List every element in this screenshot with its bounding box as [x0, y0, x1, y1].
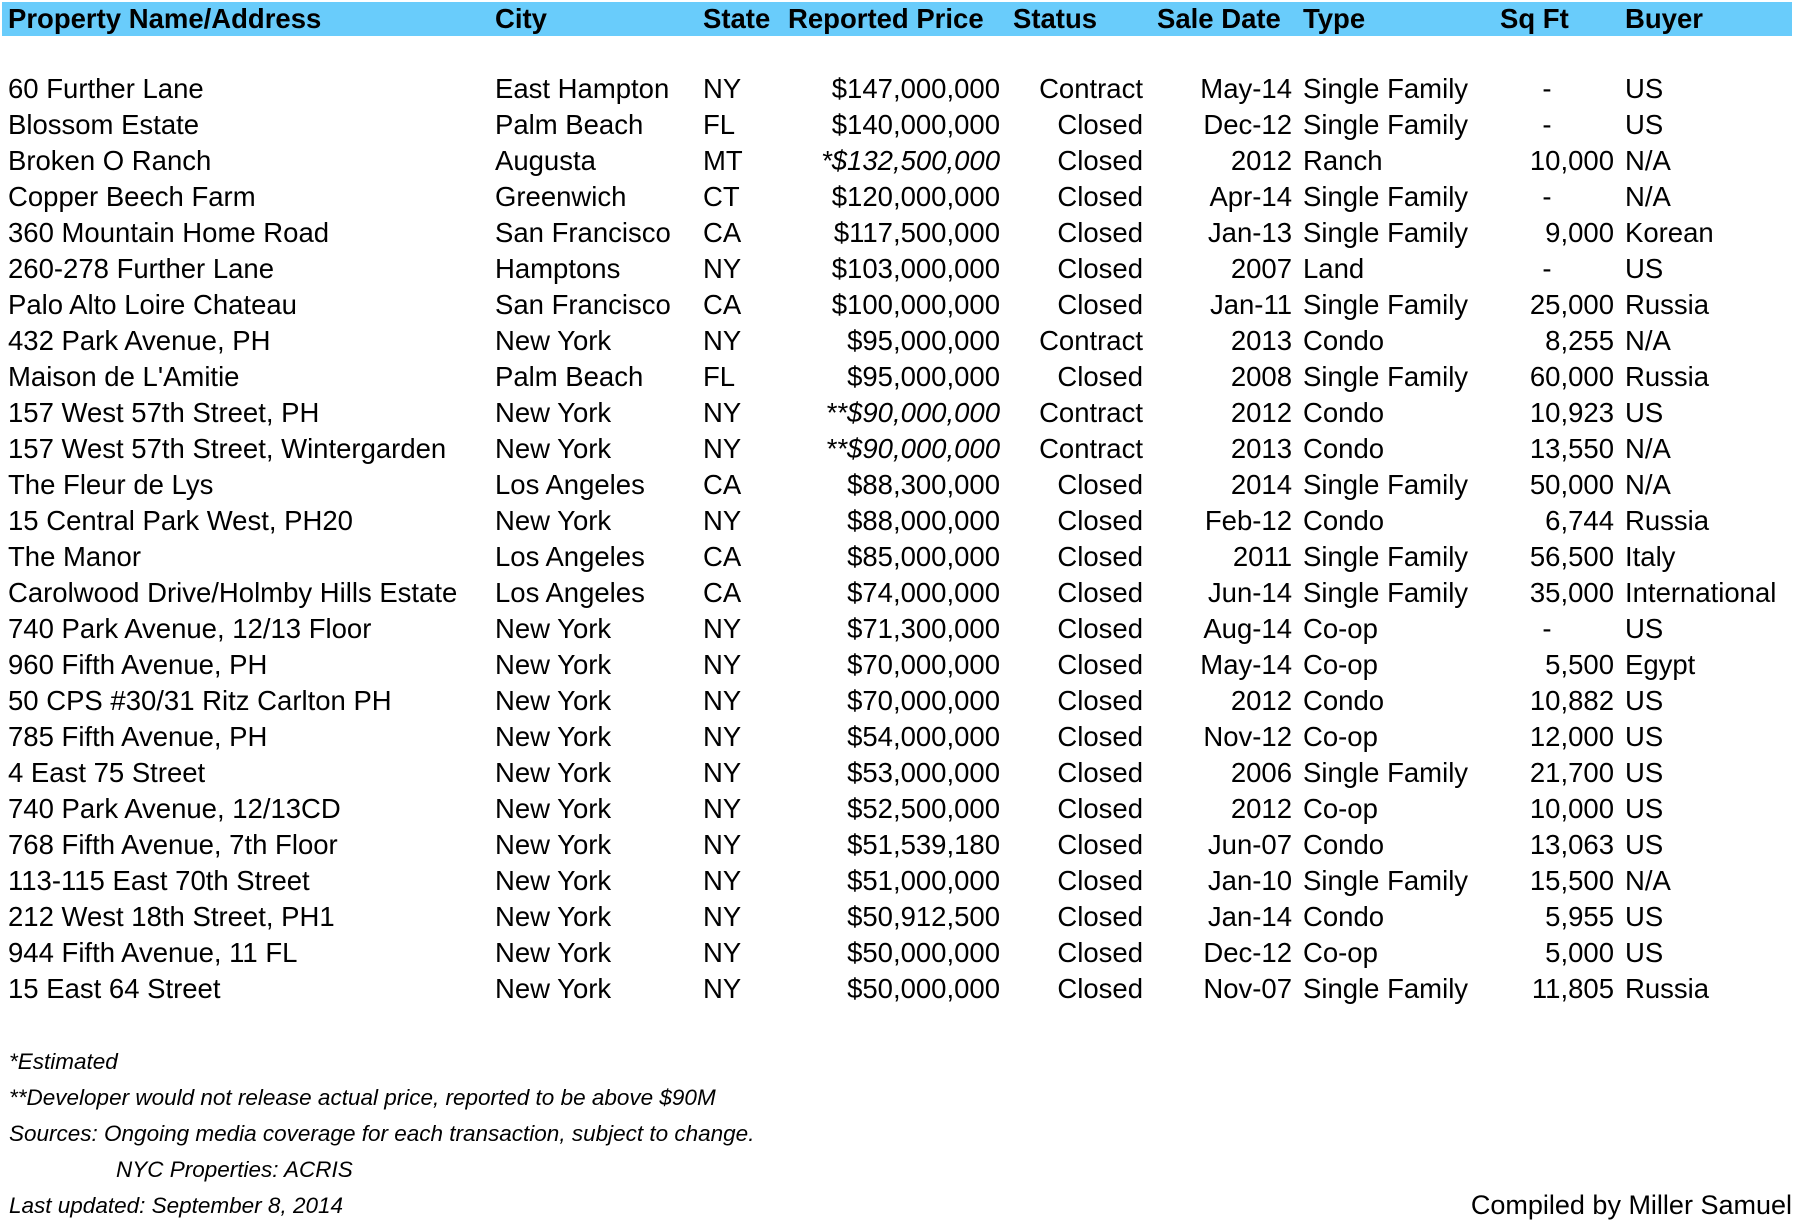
cell-state: CA: [703, 577, 742, 608]
cell-price: $50,000,000: [847, 973, 1000, 1004]
cell-type: Single Family: [1303, 73, 1469, 104]
cell-state: NY: [703, 505, 742, 536]
header-name: Property Name/Address: [8, 3, 322, 34]
cell-buyer: Russia: [1625, 289, 1710, 320]
cell-name: 360 Mountain Home Road: [8, 217, 330, 248]
header-price: Reported Price: [788, 3, 984, 34]
cell-buyer: Russia: [1625, 973, 1710, 1004]
cell-state: FL: [703, 109, 736, 140]
cell-name: Carolwood Drive/Holmby Hills Estate: [8, 577, 458, 608]
cell-name: The Manor: [8, 541, 141, 572]
cell-buyer: N/A: [1625, 469, 1671, 500]
cell-status: Closed: [1057, 937, 1143, 968]
cell-city: Los Angeles: [495, 469, 645, 500]
cell-date: Apr-14: [1209, 181, 1292, 212]
cell-price: $51,000,000: [847, 865, 1000, 896]
cell-sqft: 15,500: [1529, 865, 1614, 896]
cell-city: New York: [495, 829, 612, 860]
cell-type: Land: [1303, 253, 1365, 284]
cell-type: Condo: [1303, 829, 1385, 860]
cell-price: $95,000,000: [847, 325, 1000, 356]
cell-price: $100,000,000: [831, 289, 1000, 320]
cell-date: Dec-12: [1203, 937, 1292, 968]
cell-name: 944 Fifth Avenue, 11 FL: [8, 937, 298, 968]
cell-state: CA: [703, 289, 742, 320]
cell-state: FL: [703, 361, 736, 392]
cell-date: Jan-14: [1207, 901, 1292, 932]
header-buyer: Buyer: [1625, 3, 1703, 34]
cell-sqft: 10,882: [1529, 685, 1614, 716]
cell-buyer: Egypt: [1625, 649, 1696, 680]
cell-status: Contract: [1039, 325, 1143, 356]
cell-date: May-14: [1200, 73, 1292, 104]
cell-buyer: US: [1625, 721, 1664, 752]
cell-city: New York: [495, 973, 612, 1004]
cell-status: Closed: [1057, 289, 1143, 320]
cell-date: 2012: [1230, 397, 1292, 428]
cell-state: NY: [703, 433, 742, 464]
cell-name: Blossom Estate: [8, 109, 200, 140]
cell-buyer: US: [1625, 793, 1664, 824]
cell-buyer: N/A: [1625, 181, 1671, 212]
cell-buyer: US: [1625, 613, 1664, 644]
cell-name: 768 Fifth Avenue, 7th Floor: [8, 829, 338, 860]
note-updated: Last updated: September 8, 2014: [9, 1193, 343, 1218]
cell-city: Hamptons: [495, 253, 621, 284]
cell-type: Single Family: [1303, 973, 1469, 1004]
cell-sqft: 8,255: [1545, 325, 1614, 356]
cell-name: Palo Alto Loire Chateau: [8, 289, 297, 320]
cell-name: Broken O Ranch: [8, 145, 212, 176]
cell-status: Closed: [1057, 613, 1143, 644]
cell-price: $50,000,000: [847, 937, 1000, 968]
cell-price: $88,000,000: [847, 505, 1000, 536]
cell-state: NY: [703, 937, 742, 968]
cell-date: 2014: [1230, 469, 1292, 500]
cell-sqft: 5,500: [1545, 649, 1614, 680]
cell-sqft: -: [1542, 181, 1552, 212]
cell-status: Closed: [1057, 361, 1143, 392]
cell-state: NY: [703, 757, 742, 788]
cell-state: NY: [703, 73, 742, 104]
cell-buyer: US: [1625, 253, 1664, 284]
cell-type: Co-op: [1303, 721, 1378, 752]
cell-price: $147,000,000: [831, 73, 1000, 104]
cell-status: Closed: [1057, 577, 1143, 608]
cell-city: New York: [495, 685, 612, 716]
note-nyc: NYC Properties: ACRIS: [116, 1157, 353, 1182]
cell-type: Condo: [1303, 325, 1385, 356]
cell-date: Dec-12: [1203, 109, 1292, 140]
cell-date: 2012: [1230, 685, 1292, 716]
cell-type: Condo: [1303, 685, 1385, 716]
cell-city: East Hampton: [495, 73, 670, 104]
cell-type: Condo: [1303, 901, 1385, 932]
cell-type: Condo: [1303, 397, 1385, 428]
cell-name: 113-115 East 70th Street: [8, 865, 310, 896]
cell-date: Jan-11: [1209, 289, 1292, 320]
cell-name: 260-278 Further Lane: [8, 253, 275, 284]
cell-buyer: Russia: [1625, 505, 1710, 536]
cell-date: Jan-10: [1207, 865, 1292, 896]
cell-type: Single Family: [1303, 217, 1469, 248]
cell-price: **$90,000,000: [825, 433, 1000, 464]
cell-type: Single Family: [1303, 181, 1469, 212]
cell-state: NY: [703, 829, 742, 860]
cell-name: Copper Beech Farm: [8, 181, 256, 212]
cell-type: Single Family: [1303, 541, 1469, 572]
cell-state: CA: [703, 469, 742, 500]
note-sources: Sources: Ongoing media coverage for each transaction, subject to change.: [9, 1121, 755, 1146]
cell-state: NY: [703, 901, 742, 932]
cell-buyer: US: [1625, 685, 1664, 716]
cell-date: Nov-07: [1203, 973, 1292, 1004]
cell-status: Closed: [1057, 865, 1143, 896]
cell-status: Closed: [1057, 469, 1143, 500]
cell-price: $54,000,000: [847, 721, 1000, 752]
cell-price: $51,539,180: [847, 829, 1000, 860]
note-developer: **Developer would not release actual price, reported to be above $90M: [9, 1085, 716, 1110]
cell-state: NY: [703, 397, 742, 428]
cell-buyer: US: [1625, 757, 1664, 788]
cell-price: $140,000,000: [831, 109, 1000, 140]
cell-buyer: US: [1625, 829, 1664, 860]
cell-state: NY: [703, 685, 742, 716]
cell-price: $103,000,000: [831, 253, 1000, 284]
cell-status: Closed: [1057, 541, 1143, 572]
cell-sqft: 5,955: [1545, 901, 1614, 932]
cell-city: New York: [495, 649, 612, 680]
cell-type: Co-op: [1303, 937, 1378, 968]
cell-sqft: 21,700: [1529, 757, 1614, 788]
cell-sqft: 35,000: [1529, 577, 1614, 608]
cell-state: CA: [703, 217, 742, 248]
cell-status: Closed: [1057, 109, 1143, 140]
cell-state: MT: [703, 145, 743, 176]
cell-buyer: Russia: [1625, 361, 1710, 392]
cell-status: Contract: [1039, 397, 1143, 428]
cell-state: NY: [703, 253, 742, 284]
header-state: State: [703, 3, 771, 34]
cell-status: Closed: [1057, 901, 1143, 932]
cell-price: **$90,000,000: [825, 397, 1000, 428]
cell-city: New York: [495, 865, 612, 896]
cell-status: Closed: [1057, 253, 1143, 284]
cell-status: Closed: [1057, 145, 1143, 176]
cell-buyer: N/A: [1625, 145, 1671, 176]
cell-name: 212 West 18th Street, PH1: [8, 901, 335, 932]
cell-city: New York: [495, 901, 612, 932]
note-estimated: *Estimated: [9, 1049, 118, 1074]
cell-sqft: -: [1542, 73, 1552, 104]
cell-sqft: 13,063: [1529, 829, 1614, 860]
cell-date: Jan-13: [1207, 217, 1292, 248]
cell-date: Aug-14: [1203, 613, 1292, 644]
cell-buyer: Korean: [1625, 217, 1714, 248]
cell-sqft: 11,805: [1531, 973, 1614, 1004]
cell-city: Greenwich: [495, 181, 627, 212]
cell-price: *$132,500,000: [821, 145, 1000, 176]
cell-status: Closed: [1057, 649, 1143, 680]
cell-price: $95,000,000: [847, 361, 1000, 392]
header-date: Sale Date: [1157, 3, 1281, 34]
cell-name: 50 CPS #30/31 Ritz Carlton PH: [8, 685, 392, 716]
credit-text: Compiled by Miller Samuel: [1470, 1190, 1792, 1220]
cell-sqft: 10,000: [1529, 793, 1614, 824]
cell-date: 2013: [1230, 433, 1292, 464]
header-status: Status: [1013, 3, 1098, 34]
cell-date: 2008: [1230, 361, 1292, 392]
cell-state: NY: [703, 865, 742, 896]
cell-state: NY: [703, 973, 742, 1004]
cell-buyer: US: [1625, 397, 1664, 428]
cell-buyer: US: [1625, 73, 1664, 104]
cell-name: Maison de L'Amitie: [8, 361, 240, 392]
cell-name: 157 West 57th Street, PH: [8, 397, 320, 428]
cell-date: Feb-12: [1204, 505, 1292, 536]
cell-type: Single Family: [1303, 469, 1469, 500]
cell-price: $70,000,000: [847, 685, 1000, 716]
cell-type: Single Family: [1303, 109, 1469, 140]
header-sqft: Sq Ft: [1500, 3, 1569, 34]
cell-state: NY: [703, 649, 742, 680]
cell-buyer: US: [1625, 901, 1664, 932]
cell-buyer: US: [1625, 109, 1664, 140]
cell-type: Condo: [1303, 433, 1385, 464]
cell-status: Closed: [1057, 685, 1143, 716]
cell-sqft: 10,923: [1529, 397, 1614, 428]
cell-date: 2012: [1230, 145, 1292, 176]
cell-sqft: 50,000: [1529, 469, 1614, 500]
cell-date: 2006: [1230, 757, 1292, 788]
cell-status: Closed: [1057, 217, 1143, 248]
cell-buyer: International: [1625, 577, 1777, 608]
cell-type: Single Family: [1303, 289, 1469, 320]
cell-state: CA: [703, 541, 742, 572]
header-city: City: [495, 3, 547, 34]
cell-price: $52,500,000: [847, 793, 1000, 824]
cell-price: $50,912,500: [847, 901, 1000, 932]
cell-type: Co-op: [1303, 613, 1378, 644]
cell-sqft: 56,500: [1529, 541, 1614, 572]
cell-price: $74,000,000: [847, 577, 1000, 608]
cell-city: Palm Beach: [495, 109, 644, 140]
cell-status: Closed: [1057, 757, 1143, 788]
cell-name: 432 Park Avenue, PH: [8, 325, 271, 356]
cell-price: $120,000,000: [831, 181, 1000, 212]
cell-date: 2007: [1230, 253, 1292, 284]
header-type: Type: [1303, 3, 1366, 34]
cell-sqft: 5,000: [1545, 937, 1614, 968]
cell-city: New York: [495, 793, 612, 824]
cell-name: 157 West 57th Street, Wintergarden: [8, 433, 447, 464]
cell-sqft: -: [1542, 109, 1552, 140]
cell-status: Closed: [1057, 829, 1143, 860]
cell-city: San Francisco: [495, 289, 671, 320]
cell-date: Jun-07: [1207, 829, 1292, 860]
cell-city: New York: [495, 613, 612, 644]
cell-price: $85,000,000: [847, 541, 1000, 572]
cell-price: $53,000,000: [847, 757, 1000, 788]
cell-name: 15 Central Park West, PH20: [8, 505, 353, 536]
cell-state: NY: [703, 613, 742, 644]
cell-city: Palm Beach: [495, 361, 644, 392]
cell-city: Los Angeles: [495, 541, 645, 572]
cell-sqft: -: [1542, 613, 1552, 644]
cell-buyer: Italy: [1625, 541, 1676, 572]
cell-date: Nov-12: [1203, 721, 1292, 752]
cell-price: $88,300,000: [847, 469, 1000, 500]
cell-type: Single Family: [1303, 865, 1469, 896]
cell-state: CT: [703, 181, 740, 212]
cell-state: NY: [703, 325, 742, 356]
cell-city: Augusta: [495, 145, 596, 176]
cell-city: San Francisco: [495, 217, 671, 248]
cell-date: Jun-14: [1207, 577, 1292, 608]
cell-name: 15 East 64 Street: [8, 973, 221, 1004]
cell-sqft: 6,744: [1545, 505, 1614, 536]
cell-status: Closed: [1057, 505, 1143, 536]
cell-buyer: N/A: [1625, 433, 1671, 464]
cell-name: 785 Fifth Avenue, PH: [8, 721, 268, 752]
cell-sqft: 60,000: [1529, 361, 1614, 392]
cell-sqft: 10,000: [1529, 145, 1614, 176]
cell-state: NY: [703, 793, 742, 824]
cell-name: 960 Fifth Avenue, PH: [8, 649, 268, 680]
cell-status: Closed: [1057, 793, 1143, 824]
cell-name: The Fleur de Lys: [8, 469, 214, 500]
cell-date: 2012: [1230, 793, 1292, 824]
cell-sqft: 9,000: [1545, 217, 1614, 248]
cell-type: Single Family: [1303, 361, 1469, 392]
cell-type: Condo: [1303, 505, 1385, 536]
cell-type: Single Family: [1303, 757, 1469, 788]
cell-city: New York: [495, 937, 612, 968]
cell-date: 2011: [1232, 541, 1292, 572]
cell-city: New York: [495, 325, 612, 356]
cell-buyer: US: [1625, 937, 1664, 968]
cell-price: $71,300,000: [847, 613, 1000, 644]
cell-city: New York: [495, 757, 612, 788]
cell-price: $117,500,000: [833, 217, 1000, 248]
cell-city: Los Angeles: [495, 577, 645, 608]
cell-name: 740 Park Avenue, 12/13CD: [8, 793, 341, 824]
cell-status: Contract: [1039, 73, 1143, 104]
cell-city: New York: [495, 433, 612, 464]
cell-sqft: 12,000: [1529, 721, 1614, 752]
cell-state: NY: [703, 721, 742, 752]
cell-sqft: 13,550: [1529, 433, 1614, 464]
cell-status: Contract: [1039, 433, 1143, 464]
cell-buyer: N/A: [1625, 865, 1671, 896]
cell-price: $70,000,000: [847, 649, 1000, 680]
cell-buyer: N/A: [1625, 325, 1671, 356]
cell-name: 4 East 75 Street: [8, 757, 206, 788]
cell-status: Closed: [1057, 973, 1143, 1004]
cell-date: 2013: [1230, 325, 1292, 356]
cell-name: 60 Further Lane: [8, 73, 204, 104]
cell-sqft: 25,000: [1529, 289, 1614, 320]
cell-city: New York: [495, 505, 612, 536]
cell-name: 740 Park Avenue, 12/13 Floor: [8, 613, 372, 644]
cell-city: New York: [495, 397, 612, 428]
cell-type: Co-op: [1303, 649, 1378, 680]
cell-type: Co-op: [1303, 793, 1378, 824]
cell-date: May-14: [1200, 649, 1292, 680]
cell-type: Single Family: [1303, 577, 1469, 608]
cell-city: New York: [495, 721, 612, 752]
cell-type: Ranch: [1303, 145, 1383, 176]
cell-status: Closed: [1057, 721, 1143, 752]
cell-status: Closed: [1057, 181, 1143, 212]
cell-sqft: -: [1542, 253, 1552, 284]
